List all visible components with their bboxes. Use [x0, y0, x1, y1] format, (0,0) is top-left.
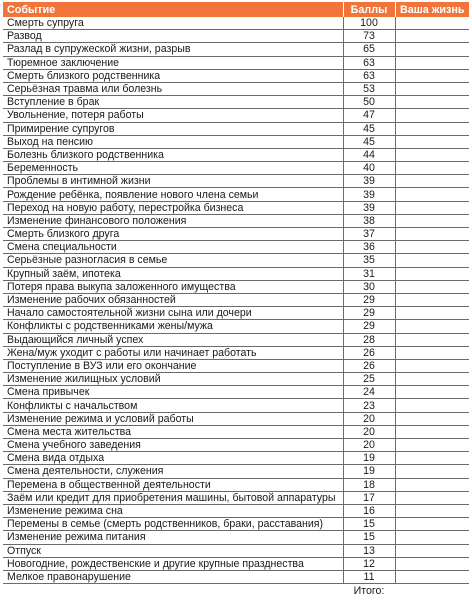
event-cell: Изменение жилищных условий — [3, 373, 343, 386]
your-life-cell[interactable] — [395, 359, 469, 372]
event-cell: Смена специальности — [3, 241, 343, 254]
score-cell: 19 — [343, 452, 395, 465]
event-cell: Изменение рабочих обязанностей — [3, 293, 343, 306]
your-life-cell[interactable] — [395, 148, 469, 161]
table-row — [3, 96, 469, 109]
event-cell: Смена привычек — [3, 386, 343, 399]
your-life-cell[interactable] — [395, 425, 469, 438]
event-cell: Увольнение, потеря работы — [3, 109, 343, 122]
table-row — [3, 518, 469, 531]
event-cell: Серьёзная травма или болезнь — [3, 82, 343, 95]
your-life-cell[interactable] — [395, 267, 469, 280]
score-cell: 63 — [343, 56, 395, 69]
table-row — [3, 188, 469, 201]
your-life-cell[interactable] — [395, 452, 469, 465]
score-cell: 50 — [343, 96, 395, 109]
score-cell: 37 — [343, 228, 395, 241]
score-cell: 12 — [343, 557, 395, 570]
your-life-cell[interactable] — [395, 254, 469, 267]
score-cell: 26 — [343, 346, 395, 359]
your-life-cell[interactable] — [395, 43, 469, 56]
score-cell: 17 — [343, 491, 395, 504]
your-life-cell[interactable] — [395, 69, 469, 82]
score-cell: 29 — [343, 307, 395, 320]
event-cell: Конфликты с родственниками жены/мужа — [3, 320, 343, 333]
table-row — [3, 267, 469, 280]
score-cell: 19 — [343, 465, 395, 478]
your-life-cell[interactable] — [395, 214, 469, 227]
table-body — [3, 17, 469, 584]
your-life-cell[interactable] — [395, 346, 469, 359]
event-cell: Переход на новую работу, перестройка бизнеса — [3, 201, 343, 214]
score-cell: 39 — [343, 188, 395, 201]
your-life-cell[interactable] — [395, 412, 469, 425]
your-life-cell[interactable] — [395, 96, 469, 109]
score-cell: 45 — [343, 135, 395, 148]
event-cell: Смена деятельности, служения — [3, 465, 343, 478]
your-life-cell[interactable] — [395, 122, 469, 135]
score-cell: 63 — [343, 69, 395, 82]
event-cell: Выдающийся личный успех — [3, 333, 343, 346]
your-life-cell[interactable] — [395, 518, 469, 531]
score-cell: 53 — [343, 82, 395, 95]
your-life-cell[interactable] — [395, 201, 469, 214]
event-cell: Крупный заём, ипотека — [3, 267, 343, 280]
score-cell: 40 — [343, 162, 395, 175]
table-row — [3, 82, 469, 95]
score-cell: 13 — [343, 544, 395, 557]
table-row — [3, 69, 469, 82]
table-row — [3, 148, 469, 161]
event-cell: Перемена в общественной деятельности — [3, 478, 343, 491]
score-cell: 73 — [343, 30, 395, 43]
your-life-cell[interactable] — [395, 17, 469, 30]
table-row — [3, 544, 469, 557]
table-row — [3, 228, 469, 241]
table-row — [3, 570, 469, 583]
table-row — [3, 478, 469, 491]
score-cell: 65 — [343, 43, 395, 56]
table-row — [3, 109, 469, 122]
table-row — [3, 557, 469, 570]
score-cell: 15 — [343, 518, 395, 531]
event-cell: Отпуск — [3, 544, 343, 557]
your-life-cell[interactable] — [395, 175, 469, 188]
your-life-cell[interactable] — [395, 399, 469, 412]
your-life-cell[interactable] — [395, 491, 469, 504]
table-row — [3, 293, 469, 306]
your-life-cell[interactable] — [395, 56, 469, 69]
score-cell: 20 — [343, 412, 395, 425]
your-life-cell[interactable] — [395, 439, 469, 452]
score-cell: 28 — [343, 333, 395, 346]
your-life-cell[interactable] — [395, 280, 469, 293]
your-life-cell[interactable] — [395, 504, 469, 517]
table-row — [3, 135, 469, 148]
table-row — [3, 201, 469, 214]
table-row — [3, 280, 469, 293]
your-life-cell[interactable] — [395, 544, 469, 557]
your-life-cell[interactable] — [395, 82, 469, 95]
your-life-cell[interactable] — [395, 570, 469, 583]
your-life-cell[interactable] — [395, 386, 469, 399]
table-row — [3, 241, 469, 254]
your-life-cell[interactable] — [395, 320, 469, 333]
score-cell: 29 — [343, 320, 395, 333]
table-row — [3, 346, 469, 359]
score-cell: 30 — [343, 280, 395, 293]
score-cell: 45 — [343, 122, 395, 135]
event-cell: Изменение режима сна — [3, 504, 343, 517]
your-life-cell[interactable] — [395, 531, 469, 544]
event-cell: Жена/муж уходит с работы или начинает работать — [3, 346, 343, 359]
table-row — [3, 30, 469, 43]
your-life-cell[interactable] — [395, 293, 469, 306]
score-cell: 35 — [343, 254, 395, 267]
score-cell: 25 — [343, 373, 395, 386]
score-cell: 16 — [343, 504, 395, 517]
table-row — [3, 412, 469, 425]
table-row — [3, 425, 469, 438]
event-cell: Серьёзные разногласия в семье — [3, 254, 343, 267]
score-cell: 20 — [343, 425, 395, 438]
event-cell: Изменение финансового положения — [3, 214, 343, 227]
your-life-cell[interactable] — [395, 373, 469, 386]
event-cell: Смерть супруга — [3, 17, 343, 30]
event-cell: Тюремное заключение — [3, 56, 343, 69]
total-label: Итого: — [353, 584, 385, 597]
your-life-cell[interactable] — [395, 557, 469, 570]
event-cell: Перемены в семье (смерть родственников, браки, расставания) — [3, 518, 343, 531]
score-cell: 39 — [343, 175, 395, 188]
event-cell: Начало самостоятельной жизни сына или дочери — [3, 307, 343, 320]
header-your-life: Ваша жизнь — [395, 2, 469, 17]
table-row — [3, 452, 469, 465]
event-cell: Развод — [3, 30, 343, 43]
score-cell: 31 — [343, 267, 395, 280]
stress-scale-table-container — [3, 2, 469, 597]
table-row — [3, 214, 469, 227]
event-cell: Смена вида отдыха — [3, 452, 343, 465]
event-cell: Поступление в ВУЗ или его окончание — [3, 359, 343, 372]
score-cell: 47 — [343, 109, 395, 122]
your-life-cell[interactable] — [395, 307, 469, 320]
event-cell: Беременность — [3, 162, 343, 175]
event-cell: Выход на пенсию — [3, 135, 343, 148]
your-life-cell[interactable] — [395, 465, 469, 478]
table-header — [3, 2, 469, 17]
total-row — [3, 584, 469, 598]
score-cell: 24 — [343, 386, 395, 399]
your-life-cell[interactable] — [395, 30, 469, 43]
event-cell: Потеря права выкупа заложенного имущества — [3, 280, 343, 293]
score-cell: 15 — [343, 531, 395, 544]
your-life-cell[interactable] — [395, 188, 469, 201]
table-row — [3, 307, 469, 320]
score-cell: 18 — [343, 478, 395, 491]
table-row — [3, 162, 469, 175]
event-cell: Смена учебного заведения — [3, 439, 343, 452]
table-row — [3, 386, 469, 399]
event-cell: Мелкое правонарушение — [3, 570, 343, 583]
table-row — [3, 175, 469, 188]
table-row — [3, 254, 469, 267]
total-spacer — [3, 584, 343, 598]
your-life-cell[interactable] — [395, 162, 469, 175]
event-cell: Смена места жительства — [3, 425, 343, 438]
table-row — [3, 491, 469, 504]
your-life-cell[interactable] — [395, 333, 469, 346]
event-cell: Новогодние, рождественские и другие крупные празднества — [3, 557, 343, 570]
event-cell: Рождение ребёнка, появление нового члена семьи — [3, 188, 343, 201]
score-cell: 11 — [343, 570, 395, 583]
total-value-cell[interactable] — [395, 584, 469, 598]
your-life-cell[interactable] — [395, 228, 469, 241]
score-cell: 23 — [343, 399, 395, 412]
event-cell: Изменение режима и условий работы — [3, 412, 343, 425]
your-life-cell[interactable] — [395, 135, 469, 148]
table-row — [3, 531, 469, 544]
event-cell: Разлад в супружеской жизни, разрыв — [3, 43, 343, 56]
table-row — [3, 373, 469, 386]
table-row — [3, 122, 469, 135]
score-cell: 36 — [343, 241, 395, 254]
table-row — [3, 43, 469, 56]
header-event: Событие — [3, 2, 343, 17]
table-row — [3, 56, 469, 69]
event-cell: Болезнь близкого родственника — [3, 148, 343, 161]
your-life-cell[interactable] — [395, 478, 469, 491]
score-cell: 29 — [343, 293, 395, 306]
score-cell: 20 — [343, 439, 395, 452]
table-row — [3, 504, 469, 517]
table-row — [3, 320, 469, 333]
score-cell: 44 — [343, 148, 395, 161]
event-cell: Вступление в брак — [3, 96, 343, 109]
event-cell: Смерть близкого родственника — [3, 69, 343, 82]
event-cell: Изменение режима питания — [3, 531, 343, 544]
table-row — [3, 439, 469, 452]
event-cell: Смерть близкого друга — [3, 228, 343, 241]
table-row — [3, 17, 469, 30]
header-row — [3, 2, 469, 17]
header-score: Баллы — [343, 2, 395, 17]
score-cell: 39 — [343, 201, 395, 214]
table-footer — [3, 584, 469, 598]
stress-scale-table — [3, 2, 469, 597]
table-row — [3, 465, 469, 478]
score-cell: 26 — [343, 359, 395, 372]
score-cell: 100 — [343, 17, 395, 30]
event-cell: Заём или кредит для приобретения машины, бытовой аппаратуры — [3, 491, 343, 504]
event-cell: Конфликты с начальством — [3, 399, 343, 412]
event-cell: Проблемы в интимной жизни — [3, 175, 343, 188]
your-life-cell[interactable] — [395, 241, 469, 254]
score-cell: 38 — [343, 214, 395, 227]
your-life-cell[interactable] — [395, 109, 469, 122]
table-row — [3, 359, 469, 372]
table-row — [3, 333, 469, 346]
event-cell: Примирение супругов — [3, 122, 343, 135]
table-row — [3, 399, 469, 412]
